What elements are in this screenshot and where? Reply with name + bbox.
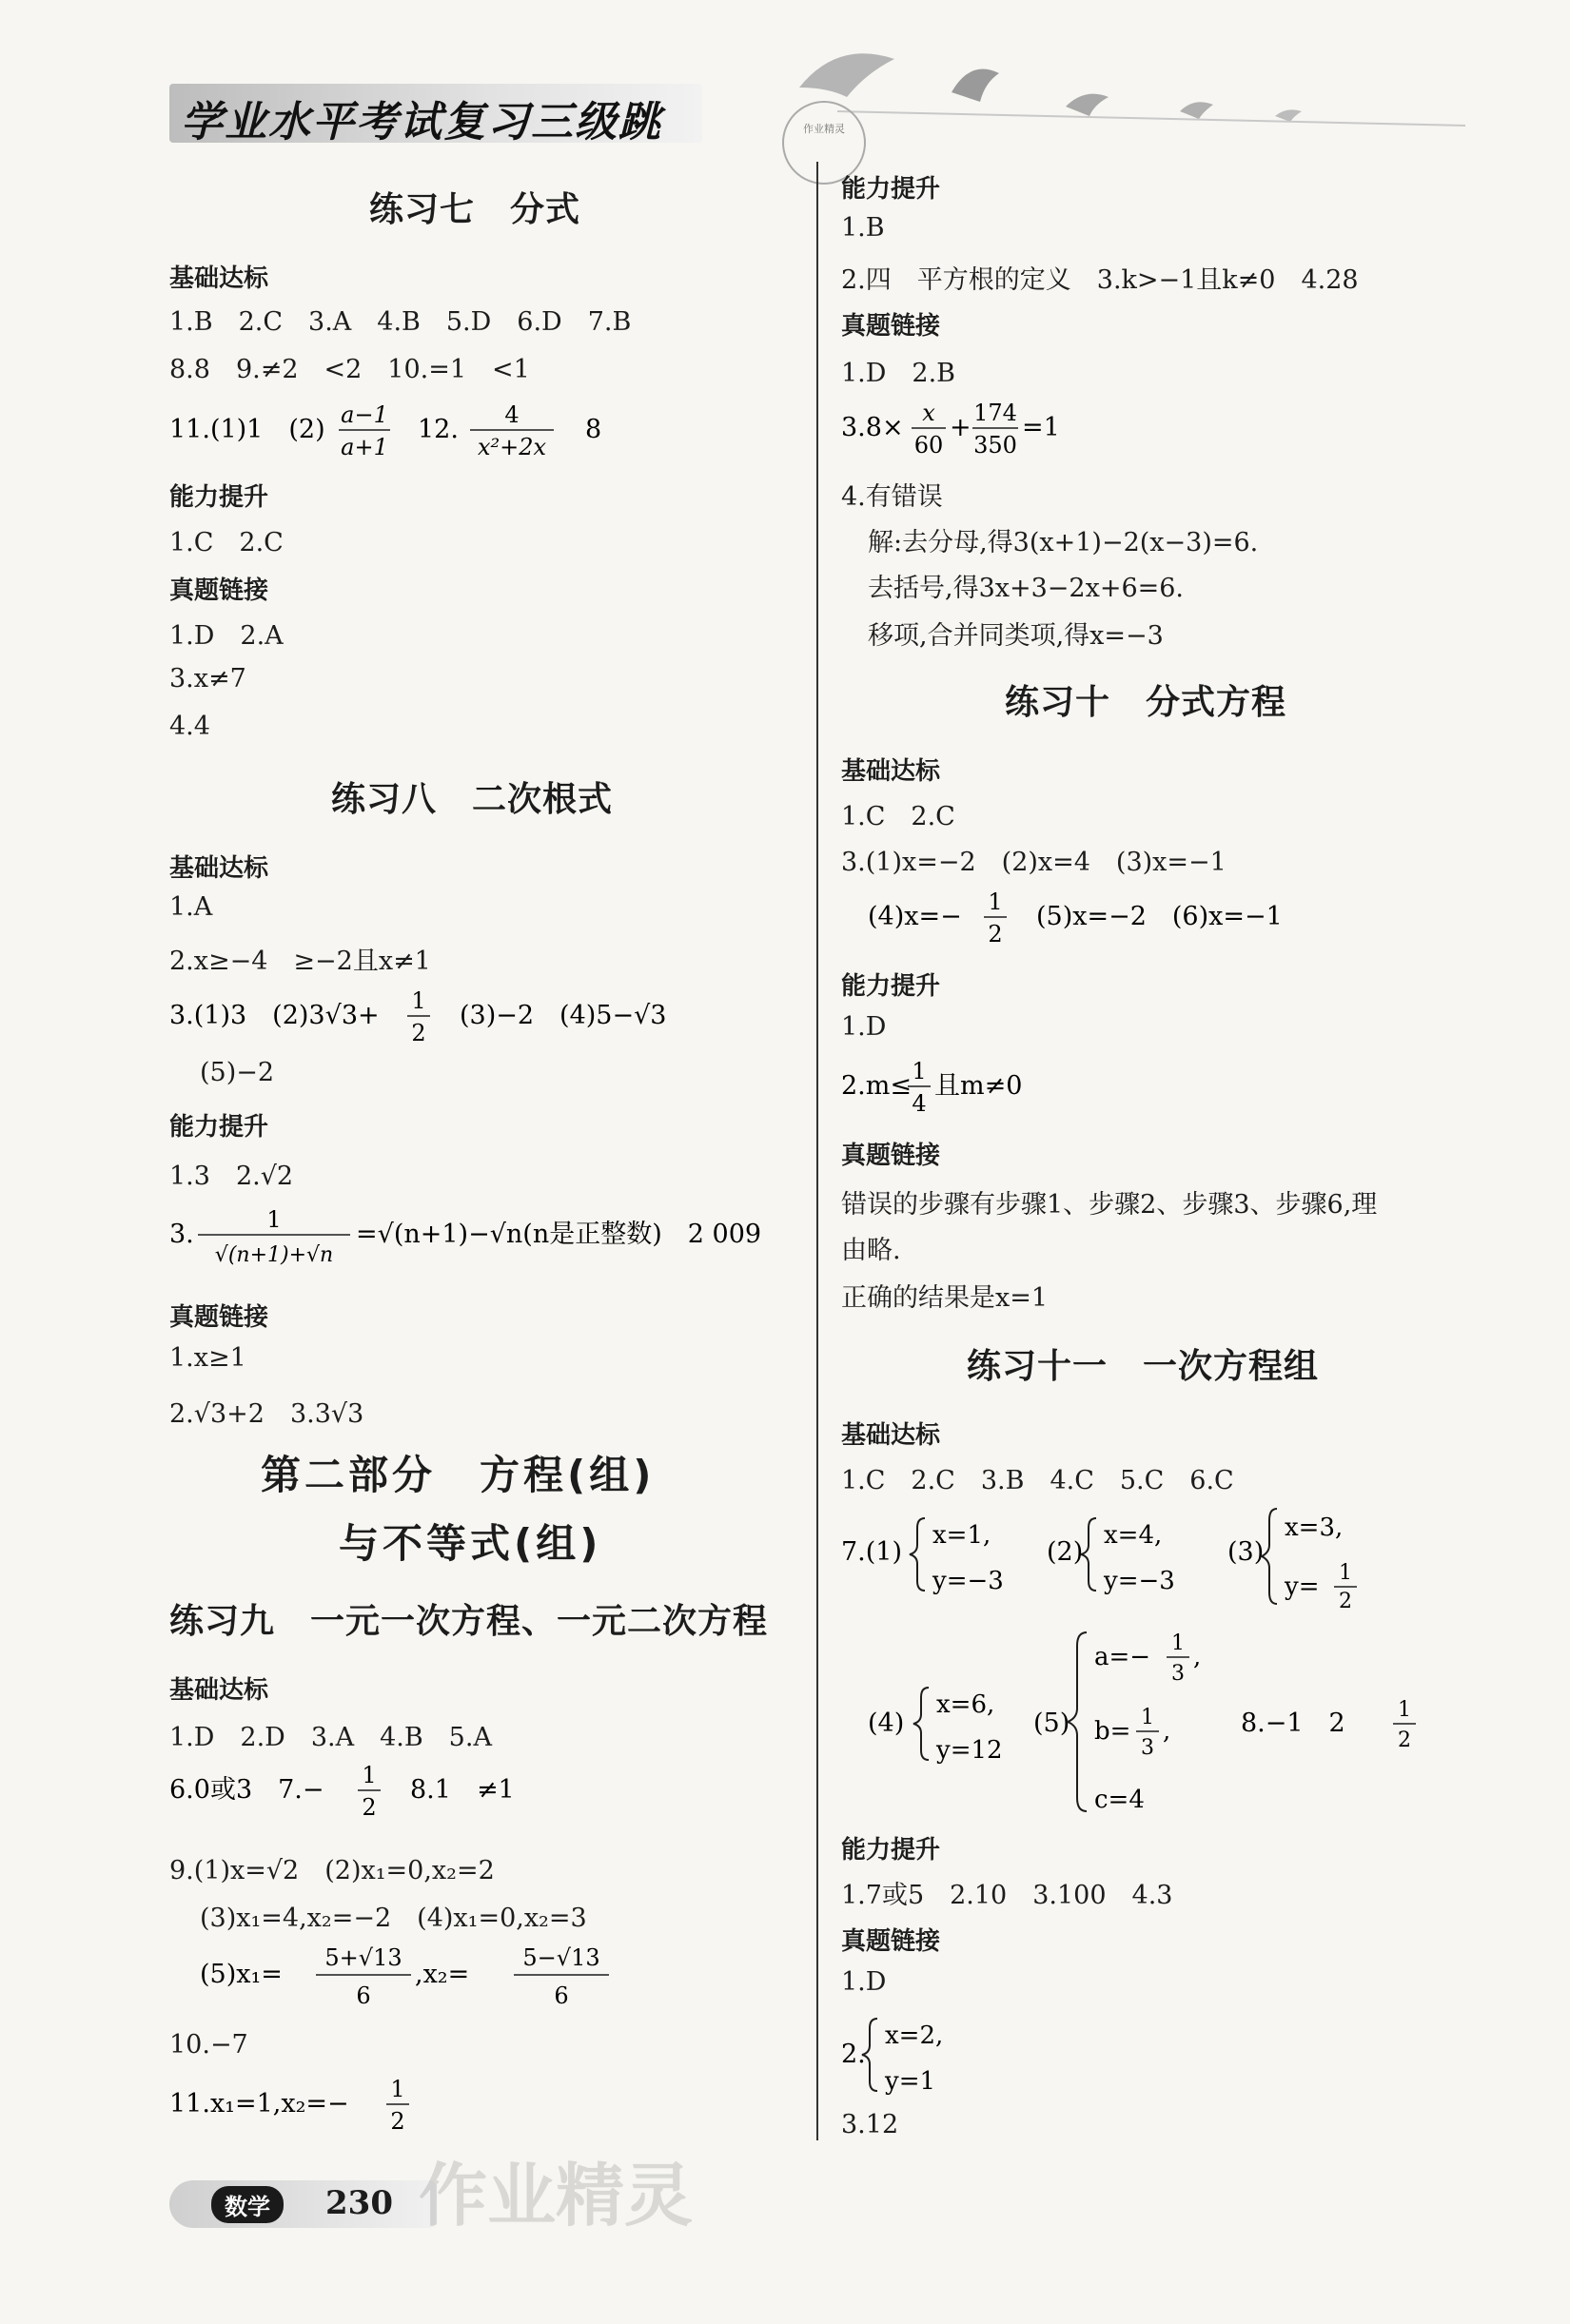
practice8-basic-line2: 2.x≥−4 ≥−2且x≠1	[169, 947, 431, 976]
rr3-mid: +	[950, 413, 971, 442]
practice7-line11-math	[169, 398, 664, 464]
practice8-ability-line3	[169, 1201, 797, 1274]
practice11-real-line2	[841, 2007, 1070, 2109]
sys5-a-den: 3	[1171, 1662, 1185, 1686]
practice10-line1: 1.C 2.C	[841, 802, 955, 831]
practice8-line3	[169, 986, 740, 1053]
rr3-f2-den: 350	[973, 432, 1017, 459]
practice7-real-label: 真题链接	[169, 576, 269, 605]
p11-line8-num: 1	[1398, 1698, 1411, 1722]
practice11-line1: 1.C 2.C 3.B 4.C 5.C 6.C	[841, 1466, 1234, 1495]
footer-bar	[169, 2180, 436, 2228]
practice7-basic-line2: 8.8 9.≠2 <2 10.=1 <1	[169, 355, 530, 384]
right-real-label: 真题链接	[841, 312, 941, 341]
p9-l11-den: 2	[390, 2108, 405, 2135]
practice7-real-line2: 3.x≠7	[169, 664, 246, 693]
header-title: 学业水平考试复习三级跳	[181, 98, 662, 146]
practice11-line7	[841, 1505, 1507, 1616]
practice9-line6	[169, 1760, 664, 1829]
right-real-line1: 1.D 2.B	[841, 359, 956, 388]
right-ability-label: 能力提升	[841, 175, 941, 204]
practice10-real-line1: 错误的步骤有步骤1、步骤2、步骤3、步骤6,理	[841, 1190, 1378, 1220]
practice9-line6-math	[169, 1760, 664, 1823]
logo-stamp: 作业精灵	[782, 101, 866, 185]
practice7-real-line3: 4.4	[169, 712, 210, 741]
p11-l7-label: 7.(1)	[841, 1537, 903, 1567]
sys1-b: y=−3	[932, 1567, 1004, 1595]
p11-line8-den: 2	[1398, 1728, 1411, 1752]
rr3-f1-den: 60	[913, 432, 944, 459]
practice10-line3: 3.(1)x=−2 (2)x=4 (3)x=−1	[841, 848, 1227, 877]
practice11-ability-label: 能力提升	[841, 1836, 941, 1865]
practice8-line3b: (5)−2	[200, 1058, 275, 1087]
sys2-b: y=−3	[1104, 1567, 1175, 1595]
p9-l11-prefix: 11.x₁=1,x₂=−	[169, 2089, 349, 2119]
practice10-basic-label: 基础达标	[841, 757, 941, 786]
real-sys-a: x=2,	[885, 2021, 944, 2050]
practice8-real-line2: 2.√3+2 3.3√3	[169, 1399, 364, 1429]
sys4-b: y=12	[936, 1736, 1003, 1765]
practice11-title: 练习十一 一次方程组	[967, 1347, 1320, 1386]
sys4-a: x=6,	[936, 1690, 995, 1719]
practice7-real-line1: 1.D 2.A	[169, 621, 284, 651]
practice7-title: 练习七 分式	[369, 190, 581, 229]
right-real-line6: 去括号,得3x+3−2x+6=6.	[868, 574, 1185, 603]
practice8-real-label: 真题链接	[169, 1303, 269, 1332]
p8-a3-prefix: 3.	[169, 1220, 194, 1249]
p9-l6-den: 2	[362, 1794, 377, 1821]
rr3-tail: =1	[1022, 413, 1060, 442]
practice10-real-label: 真题链接	[841, 1142, 941, 1170]
p9-l9c-f1-num: 5+√13	[324, 1944, 402, 1971]
line11-tail: 8	[559, 415, 602, 444]
right-real-line3-math	[841, 398, 1241, 460]
p9-l9c-f2-num: 5−√13	[522, 1944, 600, 1971]
p9-l6-tail: 8.1 ≠1	[384, 1775, 515, 1805]
sys3-b-den: 2	[1339, 1590, 1352, 1610]
sys2-a: x=4,	[1104, 1521, 1163, 1550]
sys2-label: (2)	[1047, 1537, 1084, 1567]
sys5-a-prefix: a=−	[1094, 1643, 1151, 1671]
practice10-ability-line2	[841, 1056, 1127, 1125]
practice9-line9: 9.(1)x=√2 (2)x₁=0,x₂=2	[169, 1856, 495, 1885]
p10-l3b-prefix: (4)x=−	[868, 902, 962, 931]
practice7-line11	[169, 398, 664, 471]
practice11-basic-label: 基础达标	[841, 1421, 941, 1450]
practice9-line10: 10.−7	[169, 2030, 248, 2060]
practice10-real-line3: 正确的结果是x=1	[841, 1283, 1049, 1313]
p10-a2-tail: 且m≠0	[934, 1071, 1023, 1101]
sys5-c: c=4	[1094, 1786, 1145, 1814]
sys5-a-num: 1	[1171, 1631, 1185, 1655]
practice10-ability-math	[841, 1056, 1127, 1119]
practice11-line7-math	[841, 1505, 1507, 1610]
p10-a2-den: 4	[912, 1090, 927, 1117]
part2-title-line2: 与不等式(组)	[339, 1520, 602, 1567]
column-divider	[816, 162, 818, 2140]
practice9-basic-label: 基础达标	[169, 1676, 269, 1705]
real2-label: 2.	[841, 2040, 866, 2069]
practice11-real-line3: 3.12	[841, 2110, 899, 2139]
practice8-basic-label: 基础达标	[169, 854, 269, 883]
p9-l6-num: 1	[362, 1762, 377, 1788]
practice7-basic-line1: 1.B 2.C 3.A 4.B 5.D 6.D 7.B	[169, 307, 632, 337]
practice11-real-label: 真题链接	[841, 1927, 941, 1956]
p8-line3-num: 1	[411, 987, 426, 1014]
p8-line3-tail: (3)−2 (4)5−√3	[434, 1001, 667, 1030]
sys5-label: (5)	[1033, 1709, 1070, 1738]
right-ability-line2: 2.四 平方根的定义 3.k>−1且k≠0 4.28	[841, 265, 1359, 295]
rr3-f2-num: 174	[973, 400, 1017, 426]
practice9-line9b: (3)x₁=4,x₂=−2 (4)x₁=0,x₂=3	[200, 1904, 587, 1933]
sys3-b-num: 1	[1339, 1561, 1352, 1585]
sys5-a-tail: ,	[1193, 1643, 1202, 1671]
practice7-ability-label: 能力提升	[169, 483, 269, 512]
p11-line8-prefix: 8.−1 2	[1241, 1709, 1371, 1738]
practice10-ability-label: 能力提升	[841, 972, 941, 1001]
right-real-line3	[841, 398, 1241, 467]
practice7-ability-line1: 1.C 2.C	[169, 528, 284, 557]
p9-l9c-f2-den: 6	[554, 1982, 569, 2009]
sys5-b-num: 1	[1141, 1706, 1154, 1729]
line11-f2-den: x²+2x	[477, 434, 547, 460]
practice7-basic-label: 基础达标	[169, 264, 269, 293]
practice11-line7b-math	[841, 1625, 1507, 1825]
practice11-real-sys-math	[841, 2007, 1070, 2102]
right-real-line7: 移项,合并同类项,得x=−3	[868, 621, 1164, 651]
p9-l6-prefix: 6.0或3 7.−	[169, 1775, 324, 1805]
rr3-f1-num: x	[922, 400, 935, 426]
line11-mid: 12.	[392, 415, 459, 444]
practice11-line7b	[841, 1625, 1507, 1831]
right-ability-line1: 1.B	[841, 213, 885, 243]
birds-decoration-icon	[780, 21, 1465, 145]
p10-a2-prefix: 2.m≤	[841, 1071, 912, 1101]
p8-line3-den: 2	[411, 1020, 426, 1046]
practice10-ability-line1: 1.D	[841, 1012, 887, 1042]
practice10-real-line2: 由略.	[841, 1236, 901, 1265]
practice8-title: 练习八 二次根式	[331, 780, 614, 819]
sys5-b-prefix: b=	[1094, 1717, 1131, 1746]
practice8-ability-line1: 1.3 2.√2	[169, 1162, 294, 1191]
practice9-line9c	[200, 1941, 695, 2018]
practice8-real-line1: 1.x≥1	[169, 1343, 246, 1373]
line11-prefix: 11.(1)1 (2)	[169, 415, 325, 444]
page-number: 230	[325, 2184, 393, 2222]
practice9-line11-math	[169, 2074, 569, 2137]
practice8-ability-label: 能力提升	[169, 1113, 269, 1142]
p8-a3-den: √(n+1)+√n	[214, 1243, 334, 1267]
practice8-basic-line1: 1.A	[169, 892, 213, 922]
practice9-line11	[169, 2074, 569, 2143]
right-real-line4: 4.有错误	[841, 482, 943, 512]
practice10-title: 练习十 分式方程	[1005, 683, 1287, 722]
part2-title-line1: 第二部分 方程(组)	[261, 1452, 656, 1498]
sys3-b-prefix: y=	[1285, 1572, 1320, 1601]
p8-a3-num: 1	[266, 1206, 282, 1233]
sys3-label: (3)	[1227, 1537, 1265, 1567]
practice9-title: 练习九 一元一次方程、一元二次方程	[169, 1602, 769, 1641]
practice10-line3b	[868, 887, 1401, 956]
p8-a3-tail: =√(n+1)−√n(n是正整数) 2 009	[356, 1220, 762, 1249]
p9-l11-num: 1	[390, 2076, 405, 2102]
practice10-line3b-math	[868, 887, 1401, 949]
p9-l9c-mid: ,x₂=	[415, 1960, 470, 1989]
p10-a2-num: 1	[912, 1058, 927, 1084]
p10-l3b-num: 1	[988, 889, 1003, 915]
sys1-a: x=1,	[932, 1521, 991, 1550]
practice8-ability-math	[169, 1201, 797, 1267]
sys5-b-tail: ,	[1163, 1717, 1171, 1746]
sys3-a: x=3,	[1285, 1514, 1344, 1542]
p8-line3-prefix: 3.(1)3 (2)3√3+	[169, 1001, 380, 1030]
footer-subject-badge: 数学	[211, 2186, 284, 2223]
practice11-real-line1: 1.D	[841, 1967, 887, 1997]
practice11-ability-line: 1.7或5 2.10 3.100 4.3	[841, 1881, 1173, 1910]
right-real-line5: 解:去分母,得3(x+1)−2(x−3)=6.	[868, 528, 1259, 557]
sys4-label: (4)	[868, 1709, 905, 1738]
line11-f1-num: a−1	[341, 401, 388, 428]
practice8-line3-math	[169, 986, 740, 1046]
practice9-line9c-math	[200, 1941, 695, 2011]
p9-l9c-f1-den: 6	[356, 1982, 371, 2009]
rr3-prefix: 3.8×	[841, 413, 904, 442]
real-sys-b: y=1	[885, 2067, 936, 2096]
p10-l3b-den: 2	[988, 921, 1003, 947]
p10-l3b-tail: (5)x=−2 (6)x=−1	[1011, 902, 1283, 931]
line11-f1-den: a+1	[341, 434, 388, 460]
p9-l9c-prefix: (5)x₁=	[200, 1960, 283, 1989]
line11-f2-num: 4	[504, 401, 520, 428]
practice9-line1: 1.D 2.D 3.A 4.B 5.A	[169, 1723, 492, 1752]
watermark: 作业精灵	[419, 2156, 694, 2236]
sys5-b-den: 3	[1141, 1736, 1154, 1760]
